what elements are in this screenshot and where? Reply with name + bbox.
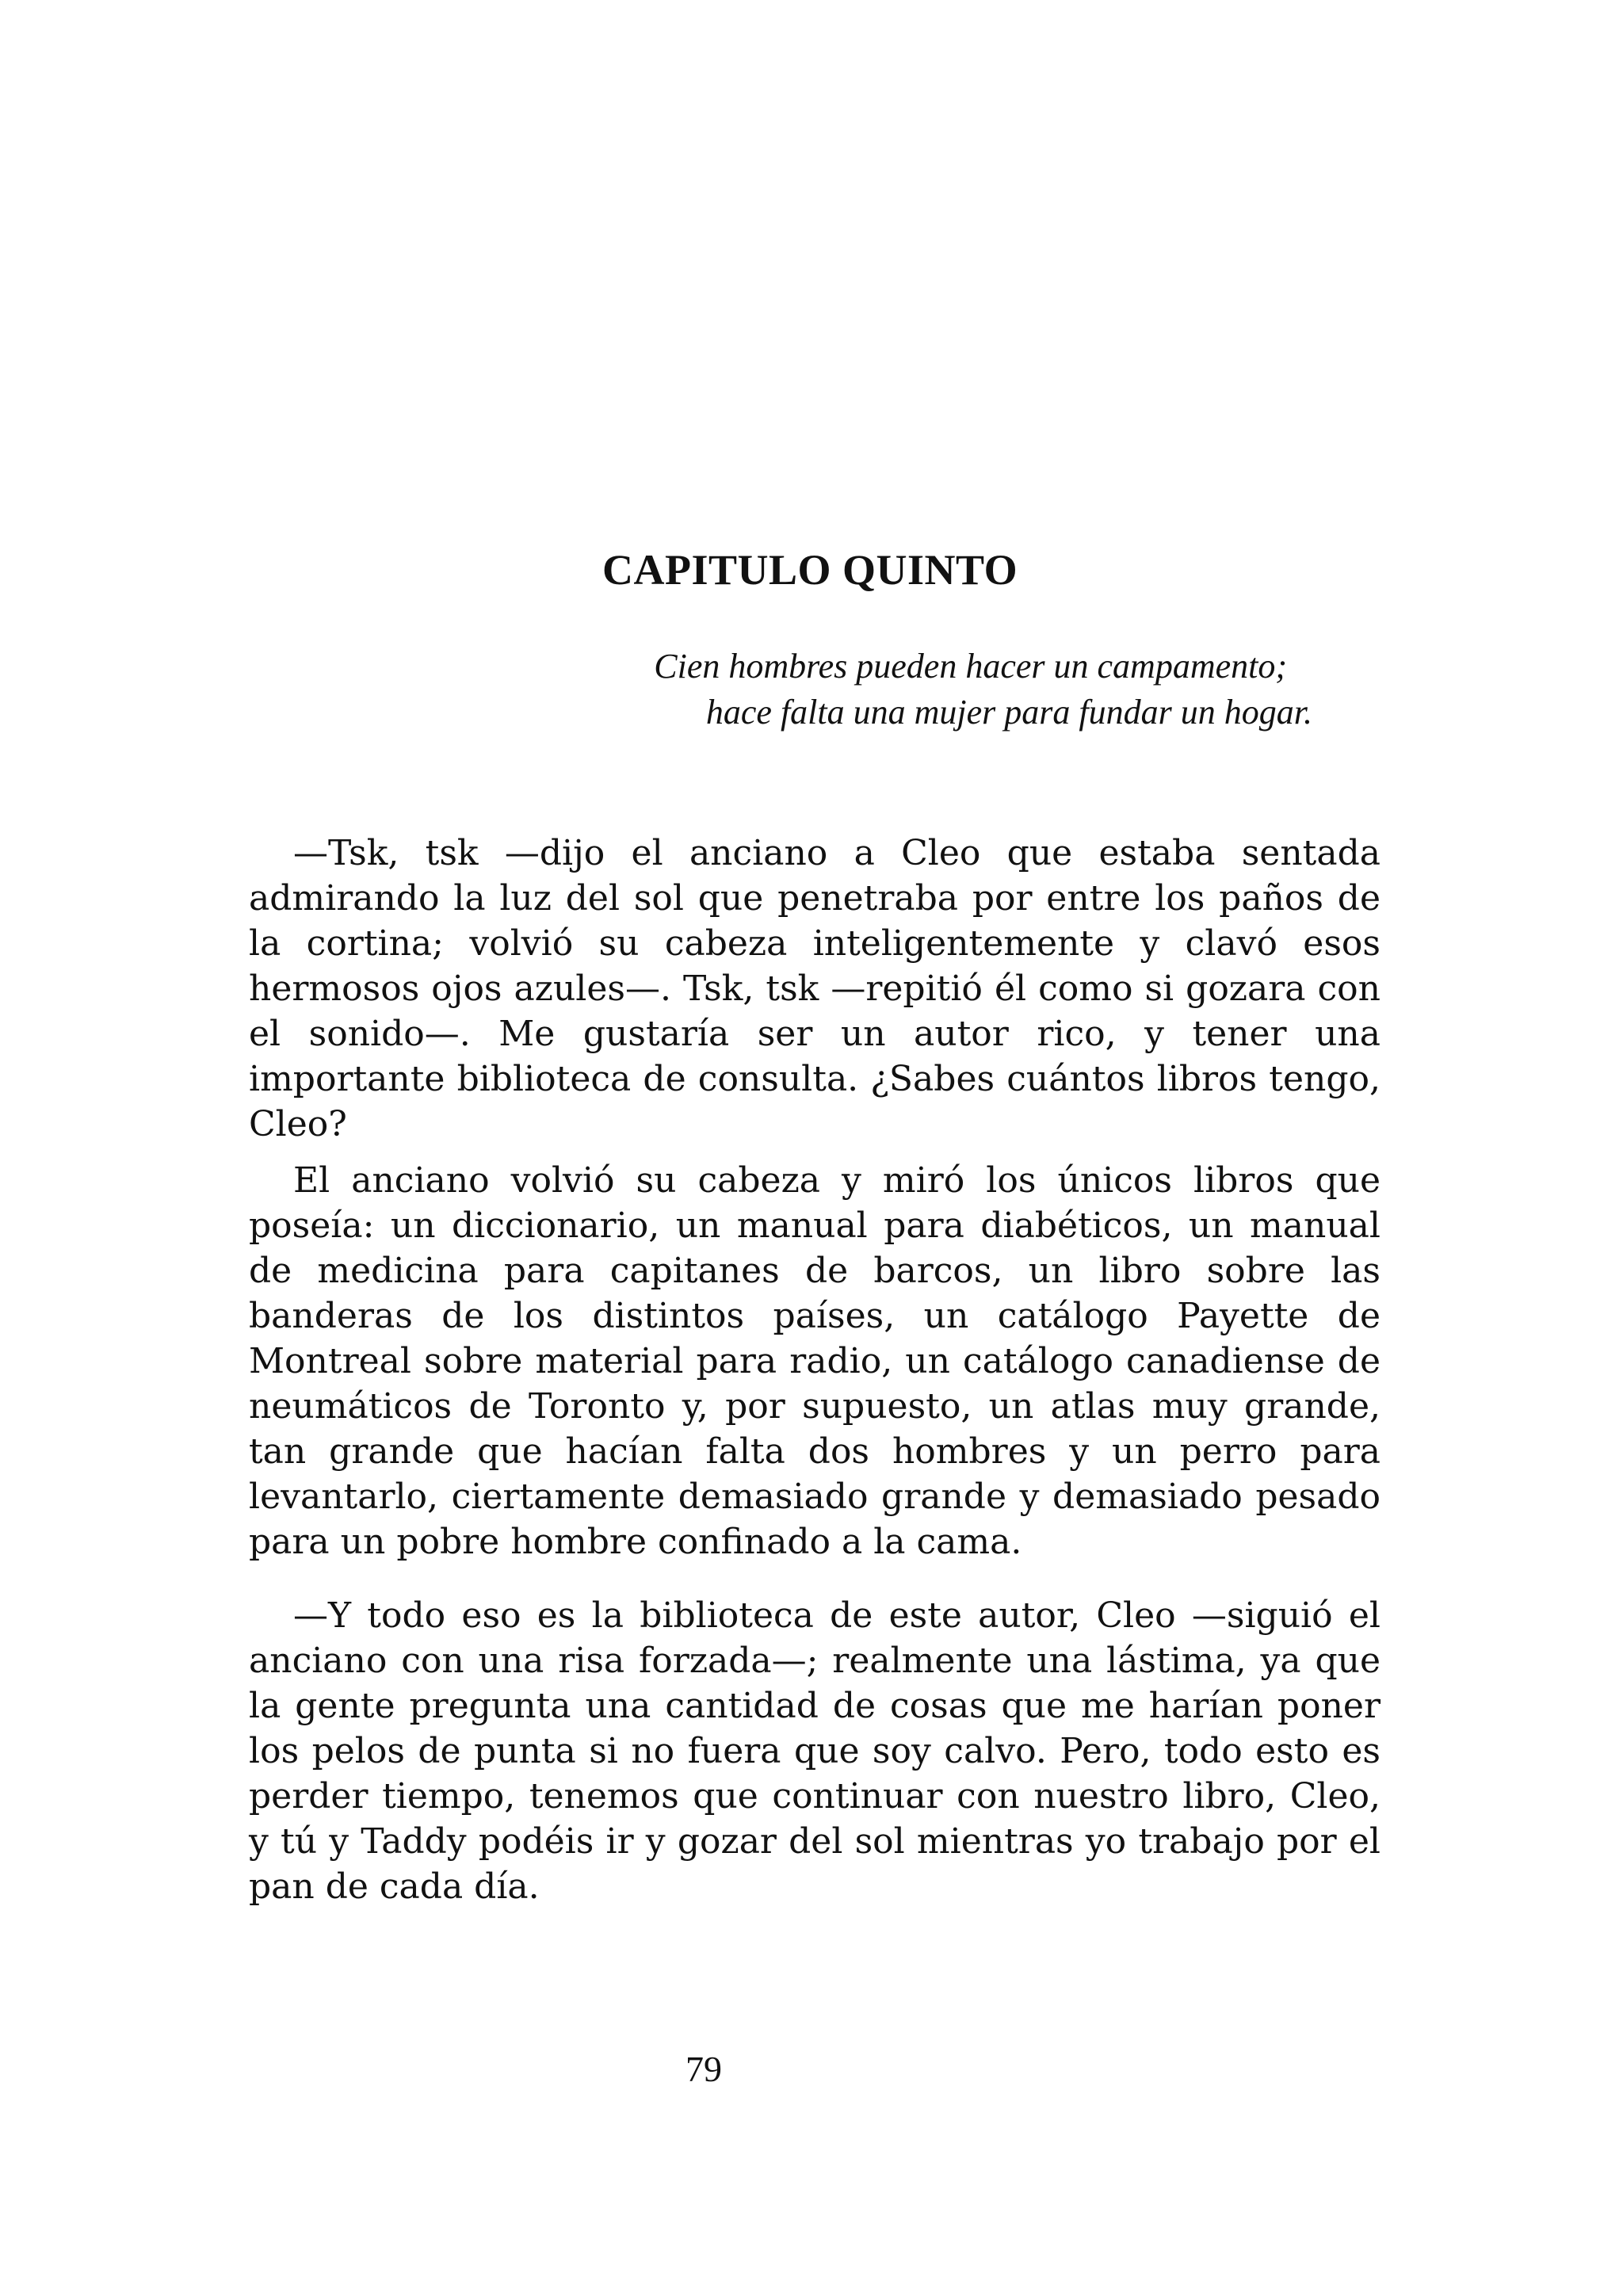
chapter-body bbox=[249, 831, 1381, 1920]
page-number: 79 bbox=[685, 2049, 722, 2089]
paragraph: El anciano volvió su cabeza y miró los únicos libros que poseía: un diccionario, un manual para diabéticos, un manual de medicina para capitanes de barcos, un libro sobre las banderas de los distintos países, un catálogo Payette de Montreal sobre material para radio, un catálogo canadiense de neumáticos de Toronto y, por supuesto, un atlas muy grande, tan grande que hacían falta dos hombres y un perro para levantarlo, ciertamente demasiado grande y demasiado pesado para un pobre hombre confinado a la cama. bbox=[249, 1160, 1381, 1562]
epigraph bbox=[520, 644, 1312, 735]
chapter-title: CAPITULO QUINTO bbox=[602, 546, 1018, 594]
paragraph: —Y todo eso es la biblioteca de este autor, Cleo —siguió el anciano con una risa forzada—; realmente una lástima, ya que la gente pregunta una cantidad de cosas que me harían poner los pelos de punta si no fuera que soy calvo. Pero, todo esto es perder tiempo, tenemos que continuar con nuestro libro, Cleo, y tú y Taddy podéis ir y gozar del sol mientras yo trabajo por el pan de cada día. bbox=[249, 1595, 1381, 1907]
epigraph-line: hace falta una mujer para fundar un hogar. bbox=[705, 693, 1312, 732]
epigraph-line: Cien hombres pueden hacer un campamento; bbox=[654, 647, 1287, 686]
paragraph: —Tsk, tsk —dijo el anciano a Cleo que estaba sentada admirando la luz del sol que penetraba por entre los paños de la cortina; volvió su cabeza inteligentemente y clavó esos hermosos ojos azules—. Tsk, tsk —repitió él como si gozara con el sonido—. Me gustaría ser un autor rico, y tener una importante biblioteca de consulta. ¿Sabes cuántos libros tengo, Cleo? bbox=[249, 833, 1381, 1144]
